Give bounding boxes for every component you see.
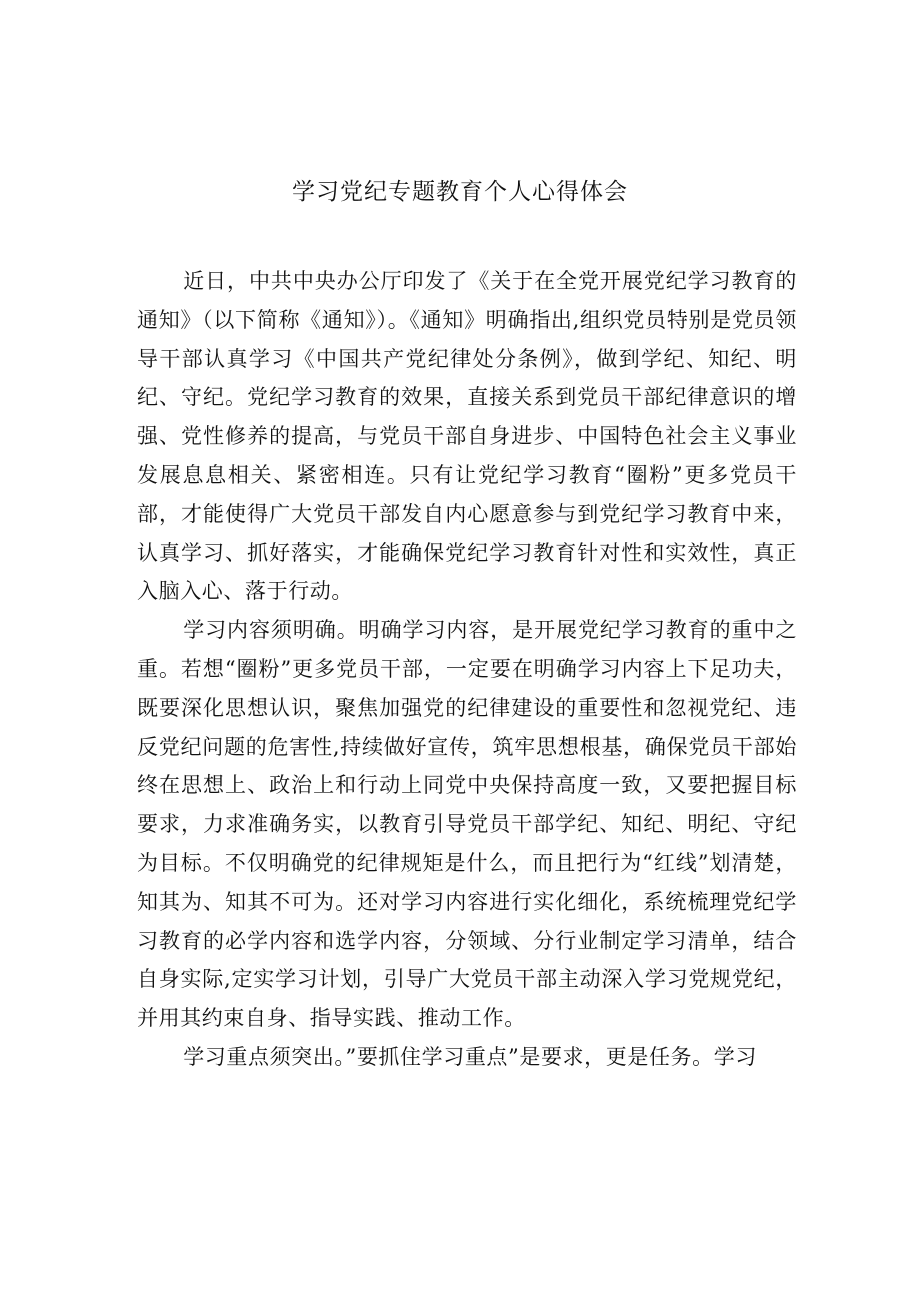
- paragraph-2: 学习内容须明确。明确学习内容，是开展党纪学习教育的重中之重。若想“圈粉”更多党员干部，一定要在明确学习内容上下足功夫，既要深化思想认识，聚焦加强党的纪律建设的重要性和忽视党纪、违反党纪问题的危害性,持续做好宣传，筑牢思想根基，确保党员干部始终在思想上、政治上和行动上同党中央保持高度一致，又要把握目标要求，力求准确务实，以教育引导党员干部学纪、知纪、明纪、守纪为目标。不仅明确党的纪律规矩是什么，而且把行为“红线”划清楚，知其为、知其不可为。还对学习内容进行实化细化，系统梳理党纪学习教育的必学内容和选学内容，分领域、分行业制定学习清单，结合自身实际,定实学习计划，引导广大党员干部主动深入学习党规党纪，并用其约束自身、指导实践、推动工作。: [137, 618, 797, 1031]
- document-body: [137, 262, 797, 1077]
- paragraph-1: 近日，中共中央办公厅印发了《关于在全党开展党纪学习教育的通知》（以下简称《通知》）。《通知》明确指出,组织党员特别是党员领导干部认真学习《中国共产党纪律处分条例》，做到学纪、知纪、明纪、守纪。党纪学习教育的效果，直接关系到党员干部纪律意识的增强、党性修养的提高，与党员干部自身进步、中国特色社会主义事业发展息息相关、紧密相连。只有让党纪学习教育“圈粉”更多党员干部，才能使得广大党员干部发自内心愿意参与到党纪学习教育中来，认真学习、抓好落实，才能确保党纪学习教育针对性和实效性，真正入脑入心、落于行动。: [137, 269, 797, 604]
- paragraph-3: 学习重点须突出。”要抓住学习重点”是要求，更是任务。学习: [183, 1044, 757, 1069]
- document-title: 学习党纪专题教育个人心得体会: [292, 179, 628, 205]
